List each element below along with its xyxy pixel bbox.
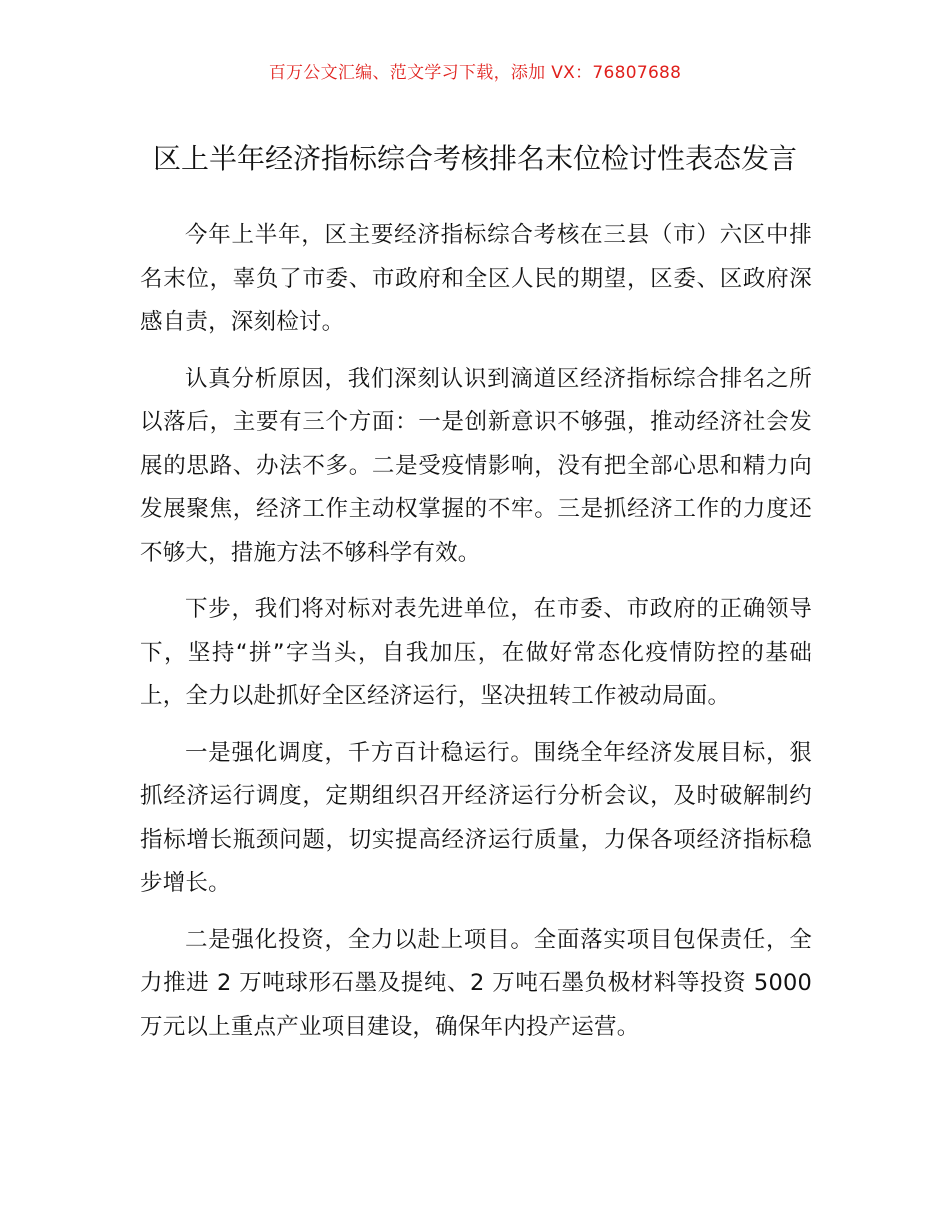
paragraph-5: 二是强化投资，全力以赴上项目。全面落实项目包保责任，全力推进 2 万吨球形石墨及提纯、2 万吨石墨负极材料等投资 5000 万元以上重点产业项目建设，确保年内投产运营。 bbox=[140, 926, 812, 1040]
paragraph-3: 下步，我们将对标对表先进单位，在市委、市政府的正确领导下，坚持“拼”字当头，自我加压，在做好常态化疫情防控的基础上，全力以赴抓好全区经济运行，坚决扭转工作被动局面。 bbox=[140, 596, 812, 709]
paragraph-2: 认真分析原因，我们深刻认识到滴道区经济指标综合排名之所以落后，主要有三个方面：一是创新意识不够强，推动经济社会发展的思路、办法不多。二是受疫情影响，没有把全部心思和精力向发展聚焦，经济工作主动权掌握的不牢。三是抓经济工作的力度还不够大，措施方法不够科学有效。 bbox=[140, 365, 812, 566]
paragraph-4: 一是强化调度，千方百计稳运行。围绕全年经济发展目标，狠抓经济运行调度，定期组织召开经济运行分析会议，及时破解制约指标增长瓶颈问题，切实提高经济运行质量，力保各项经济指标稳步增长。 bbox=[140, 739, 812, 896]
paragraph-1: 今年上半年，区主要经济指标综合考核在三县（市）六区中排名末位，辜负了市委、市政府和全区人民的期望，区委、区政府深感自责，深刻检讨。 bbox=[140, 222, 812, 335]
header-note: 百万公文汇编、范文学习下载，添加 VX：76807688 bbox=[268, 63, 682, 83]
document-body bbox=[140, 214, 812, 1062]
document-title: 区上半年经济指标综合考核排名末位检讨性表态发言 bbox=[152, 141, 797, 175]
